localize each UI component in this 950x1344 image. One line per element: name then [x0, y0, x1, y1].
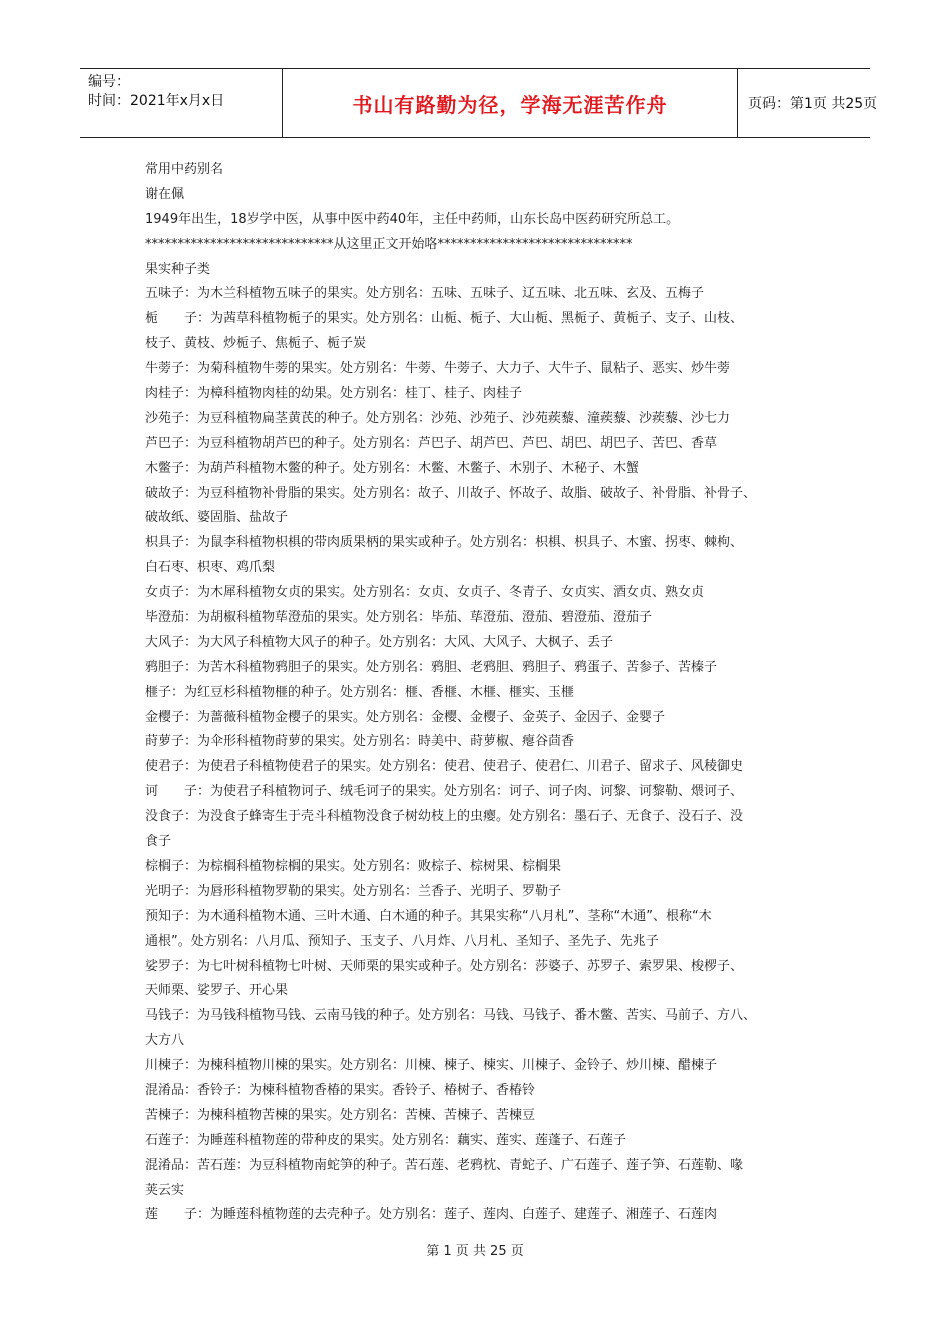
- text-line: 肉桂子：为樟科植物肉桂的幼果。处方别名：桂丁、桂子、肉桂子: [145, 386, 523, 402]
- text-line: 沙苑子：为豆科植物扁茎黄芪的种子。处方别名：沙苑、沙苑子、沙苑蒺藜、潼蒺藜、沙蒺藜、沙七力: [145, 410, 731, 426]
- text-line: 女贞子：为木犀科植物女贞的果实。处方别名：女贞、女贞子、冬青子、女贞实、酒女贞、熟女贞: [145, 585, 705, 601]
- text-line: 五味子：为木兰科植物五味子的果实。处方别名：五味、五味子、辽五味、北五味、玄及、五梅子: [145, 286, 705, 302]
- text-line: 大方八: [145, 1033, 185, 1049]
- text-line: 牛蒡子：为菊科植物牛蒡的果实。处方别名：牛蒡、牛蒡子、大力子、大牛子、鼠粘子、恶实、炒牛蒡: [145, 361, 731, 377]
- page-info: 页码：第1页 共25页: [748, 96, 878, 112]
- text-line: 白石枣、枳枣、鸡爪梨: [145, 560, 276, 576]
- text-line: 莳萝子：为伞形科植物莳萝的果实。处方别名：時美中、莳萝椒、瘪谷茴香: [145, 734, 575, 750]
- text-line: 娑罗子：为七叶树科植物七叶树、天师栗的果实或种子。处方别名：莎婆子、苏罗子、索罗果、梭椤子、: [145, 958, 744, 974]
- text-line: 芦巴子：为豆科植物胡芦巴的种子。处方别名：芦巴子、胡芦巴、芦巴、胡巴、胡巴子、苦巴、香草: [145, 435, 718, 451]
- text-line: 天师栗、娑罗子、开心果: [145, 983, 289, 999]
- text-line: *****************************从这里正文开始咯******************************: [145, 236, 633, 252]
- text-line: 木鳖子：为葫芦科植物木鳖的种子。处方别名：木鳖、木鳖子、木别子、木秘子、木蟹: [145, 460, 640, 476]
- text-line: 榧子：为红豆杉科植物榧的种子。处方别名：榧、香榧、木榧、榧实、玉榧: [145, 684, 575, 700]
- text-line: 破故纸、婆固脂、盐故子: [145, 510, 289, 526]
- document-body: [145, 158, 825, 1228]
- text-line: 混淆品：香铃子：为楝科植物香椿的果实。香铃子、椿树子、香椿铃: [145, 1082, 536, 1098]
- page-header: [80, 68, 878, 138]
- text-line: 棕榈子：为棕榈科植物棕榈的果实。处方别名：败棕子、棕树果、棕榈果: [145, 858, 562, 874]
- text-line: 金樱子：为蔷薇科植物金樱子的果实。处方别名：金樱、金樱子、金英子、金因子、金婴子: [145, 709, 666, 725]
- text-line: 荚云实: [145, 1182, 185, 1198]
- motto: 书山有路勤为径，学海无涯苦作舟: [283, 69, 738, 137]
- header-meta: [80, 69, 283, 137]
- text-line: 苦楝子：为楝科植物苦楝的果实。处方别名：苦楝、苦楝子、苦楝豆: [145, 1107, 536, 1123]
- text-line: 枝子、黄枝、炒栀子、焦栀子、栀子炭: [145, 336, 367, 352]
- page-footer: 第 1 页 共 25 页: [426, 1244, 524, 1259]
- text-line: 诃 子：为使君子科植物诃子、绒毛诃子的果实。处方别名：诃子、诃子肉、诃黎、诃黎勒、煨诃子、: [145, 784, 744, 800]
- text-line: 枳具子：为鼠李科植物枳椇的带肉质果柄的果实或种子。处方别名：枳椇、枳具子、木蜜、拐枣、棘枸、: [145, 535, 744, 551]
- text-line: 石莲子：为睡莲科植物莲的带种皮的果实。处方别名：藕实、莲实、莲蓬子、石莲子: [145, 1132, 627, 1148]
- number-label: 编号：: [88, 74, 130, 90]
- text-line: 莲 子：为睡莲科植物莲的去壳种子。处方别名：莲子、莲肉、白莲子、建莲子、湘莲子、石莲肉: [145, 1207, 718, 1223]
- text-line: 大风子：为大风子科植物大风子的种子。处方别名：大风、大风子、大枫子、丢子: [145, 634, 614, 650]
- text-line: 通根”。处方别名：八月瓜、预知子、玉支子、八月炸、八月札、圣知子、圣先子、先兆子: [145, 933, 659, 949]
- text-line: 鸦胆子：为苦木科植物鸦胆子的果实。处方别名：鸦胆、老鸦胆、鸦胆子、鸦蛋子、苦参子、苦榛子: [145, 659, 718, 675]
- text-line: 预知子：为木通科植物木通、三叶木通、白木通的种子。其果实称“八月札”、茎称“木通”、根称“木: [145, 908, 712, 924]
- text-line: 马钱子：为马钱科植物马钱、云南马钱的种子。处方别名：马钱、马钱子、番木鳖、苦实、马前子、方八、: [145, 1008, 757, 1024]
- text-line: 常用中药别名: [145, 162, 224, 177]
- text-line: 川楝子：为楝科植物川楝的果实。处方别名：川楝、楝子、楝实、川楝子、金铃子、炒川楝、醋楝子: [145, 1058, 718, 1074]
- text-line: 毕澄茄：为胡椒科植物荜澄茄的果实。处方别名：毕茄、荜澄茄、澄茄、碧澄茄、澄茄子: [145, 610, 653, 626]
- text-line: 破故子：为豆科植物补骨脂的果实。处方别名：故子、川故子、怀故子、故脂、破故子、补骨脂、补骨子、: [145, 485, 757, 501]
- text-line: 使君子：为使君子科植物使君子的果实。处方别名：使君、使君子、使君仁、川君子、留求子、风稜御史: [145, 759, 744, 775]
- text-line: 光明子：为唇形科植物罗勒的果实。处方别名：兰香子、光明子、罗勒子: [145, 883, 562, 899]
- text-line: 混淆品：苦石莲：为豆科植物南蛇笋的种子。苦石莲、老鸦枕、青蛇子、广石莲子、莲子笋、石莲勒、喙: [145, 1157, 744, 1173]
- text-line: 食子: [145, 834, 172, 850]
- text-line: 1949年出生，18岁学中医，从事中医中药40年，主任中药师，山东长岛中医药研究所总工。: [145, 211, 680, 227]
- time-label: 时间：2021年x月x日: [88, 93, 225, 109]
- text-line: 没食子：为没食子蜂寄生于壳斗科植物没食子树幼枝上的虫瘿。处方别名：墨石子、无食子、没石子、没: [145, 809, 744, 825]
- text-line: 谢在佩: [145, 186, 185, 202]
- text-line: 果实种子类: [145, 261, 211, 277]
- text-line: 栀 子：为茜草科植物栀子的果实。处方别名：山栀、栀子、大山栀、黑栀子、黄栀子、支子、山枝、: [145, 311, 744, 327]
